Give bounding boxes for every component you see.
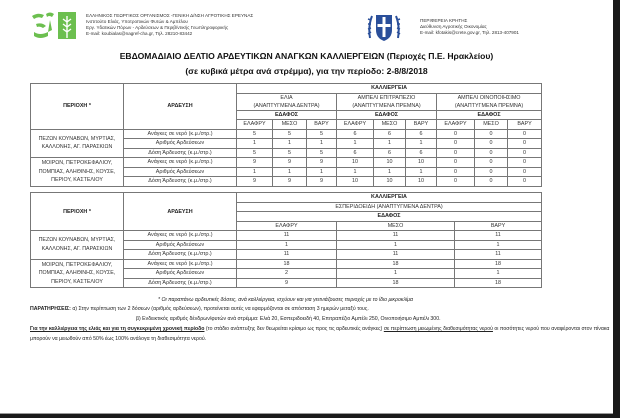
irrigation-label-cell: Αριθμός Αρδεύσεων (124, 269, 237, 279)
value-cell: 0 (475, 148, 508, 158)
irrigation-label-cell: Δόση Άρδευσης (κ.μ./στρ.) (124, 278, 237, 288)
value-cell: 5 (237, 129, 273, 139)
table-row (31, 231, 542, 241)
soil-heavy: ΒΑΡΥ (307, 120, 337, 130)
value-cell: 0 (475, 129, 508, 139)
value-cell: 6 (337, 148, 374, 158)
value-cell: 0 (437, 129, 475, 139)
value-cell: 0 (475, 177, 508, 187)
soil-medium: ΜΕΣΟ (273, 120, 307, 130)
value-cell: 18 (237, 259, 337, 269)
value-cell: 5 (307, 148, 337, 158)
soil-light: ΕΛΑΦΡΥ (237, 221, 337, 231)
value-cell: 1 (337, 139, 374, 149)
value-cell: 9 (307, 177, 337, 187)
soil-medium: ΜΕΣΟ (337, 221, 455, 231)
value-cell: 10 (337, 158, 374, 168)
value-cell: 1 (374, 167, 406, 177)
org-line-4: E-mail: koubialas@nagref-cha.gr, Τηλ. 28210-83442 (86, 31, 193, 36)
value-cell: 0 (475, 167, 508, 177)
region-line-1: ΠΕΡΙΦΕΡΕΙΑ ΚΡΗΤΗΣ (420, 18, 468, 23)
region-cell: ΜΟΙΡΩΝ, ΠΕΤΡΟΚΕΦΑΛΙΟΥ, ΠΟΜΠΙΑΣ, ΑΛΗΘΙΝΗΣ, ΚΟΥΣΕ, ΠΕΡΙΟΥ, ΚΑΣΤΕΛΙΟΥ (31, 259, 124, 288)
crops-header: ΚΑΛΛΙΕΡΓΕΙΑ (237, 193, 542, 203)
value-cell: 1 (455, 269, 542, 279)
region-line-3: E-mail: kfotakis@crete.gov.gr, Τηλ. 2813-407901 (420, 30, 519, 35)
header-right (366, 10, 519, 44)
org-line-1: ΕΛΛΗΝΙΚΟΣ ΓΕΩΡΓΙΚΟΣ ΟΡΓΑΝΙΣΜΟΣ -ΓΕΝΙΚΗ Δ/ΝΣΗ ΑΓΡΟΤΙΚΗΣ ΕΡΕΥΝΑΣ (86, 13, 254, 18)
value-cell: 6 (374, 148, 406, 158)
crops-header: ΚΑΛΛΙΕΡΓΕΙΑ (237, 84, 542, 94)
value-cell: 10 (374, 177, 406, 187)
value-cell: 18 (455, 259, 542, 269)
irrigation-label-cell: Ανάγκες σε νερό (κ.μ./στρ.) (124, 158, 237, 168)
crop-table-grape-header: ΑΜΠΕΛΙ ΕΠΙΤΡΑΠΕΖΙΟ (ΑΝΑΠΤΥΓΜΕΝΑ ΠΡΕΜΝΑ) (337, 93, 437, 110)
table-row (31, 259, 542, 269)
org-line-3: Εργ. Υδατικών Πόρων - Αρδεύσεων & Περιβ/ντικής Γεωπληροφορικής (86, 25, 229, 30)
value-cell: 11 (455, 231, 542, 241)
region-cell: ΜΟΙΡΩΝ, ΠΕΤΡΟΚΕΦΑΛΙΟΥ, ΠΟΜΠΙΑΣ, ΑΛΗΘΙΝΗΣ, ΚΟΥΣΕ, ΠΕΡΙΟΥ, ΚΑΣΤΕΛΙΟΥ (31, 158, 124, 187)
value-cell: 0 (508, 167, 542, 177)
greek-emblem-icon (366, 10, 402, 44)
irrigation-label-cell: Ανάγκες σε νερό (κ.μ./στρ.) (124, 259, 237, 269)
value-cell: 0 (437, 139, 475, 149)
value-cell: 9 (237, 177, 273, 187)
document-title: ΕΒΔΟΜΑΔΙΑΙΟ ΔΕΛΤΙΟ ΑΡΔΕΥΤΙΚΩΝ ΑΝΑΓΚΩΝ ΚΑΛΛΙΕΡΓΕΙΩΝ (Περιοχές Π.Ε. Ηρακλείου) (119, 51, 494, 61)
irrigation-label-cell: Αριθμός Αρδεύσεων (124, 139, 237, 149)
soil-header: ΕΔΑΦΟΣ (237, 110, 337, 120)
value-cell: 11 (337, 250, 455, 260)
value-cell: 1 (307, 139, 337, 149)
region-cell: ΠΕΖΩΝ ΚΟΥΝΑΒΩΝ, ΜΥΡΤΙΑΣ, ΚΑΛΛΟΝΗΣ, ΑΓ. ΠΑΡΑΣΚΙΩΝ (31, 231, 124, 260)
olive-remark: Για την καλλιέργεια της ελιάς και για τη συγκεκριμένη χρονική περίοδο (το στάδιο ανάπτυξης δεν θεωρείται κρίσιμο ως προς τις αρδευτικές ανάγκες) σε περίπτωση μειωμένης διαθεσιμότητας νερού οι ποσότητες νερού που αναφέρονται στον πίνακα μπορούν να μειωθούν από 50% έως 100% ανάλογα τη διαθεσιμότητα νερού. (30, 326, 610, 342)
soil-header: ΕΔΑΦΟΣ (237, 212, 542, 222)
org-line-2: Ινστιτούτο Ελιάς, Υποτροπικών Φυτών & Αμπέλου (86, 19, 188, 24)
irrigation-label-cell: Ανάγκες σε νερό (κ.μ./στρ.) (124, 129, 237, 139)
irrigation-label-cell: Αριθμός Αρδεύσεων (124, 167, 237, 177)
crop-wine-grape-header: ΑΜΠΕΛΙ ΟΙΝΟΠΟΙΗΣΙΜΟ (ΑΝΑΠΤΥΓΜΕΝΑ ΠΡΕΜΝΑ) (437, 93, 542, 110)
value-cell: 6 (406, 129, 437, 139)
value-cell: 11 (237, 250, 337, 260)
soil-header: ΕΔΑΦΟΣ (437, 110, 542, 120)
header-left (30, 10, 253, 40)
value-cell: 9 (307, 158, 337, 168)
crop-citrus-header: ΕΣΠΕΡΙΔΟΕΙΔΗ (ΑΝΑΠΤΥΓΜΕΝΑ ΔΕΝΤΡΑ) (237, 202, 542, 212)
document-subtitle: (σε κυβικά μέτρα ανά στρέμμα), για την περίοδο: 2-8/8/2018 (185, 66, 428, 76)
irrigation-label-cell: Ανάγκες σε νερό (κ.μ./στρ.) (124, 231, 237, 241)
window-edge-bottom (0, 414, 620, 418)
irrigation-header: ΑΡΔΕΥΣΗ (124, 84, 237, 130)
value-cell: 0 (437, 177, 475, 187)
value-cell: 0 (508, 177, 542, 187)
soil-medium: ΜΕΣΟ (475, 120, 508, 130)
value-cell: 18 (455, 278, 542, 288)
region-cell: ΠΕΖΩΝ ΚΟΥΝΑΒΩΝ, ΜΥΡΤΙΑΣ, ΚΑΛΛΟΝΗΣ, ΑΓ. ΠΑΡΑΣΚΙΩΝ (31, 129, 124, 158)
value-cell: 6 (337, 129, 374, 139)
soil-heavy: ΒΑΡΥ (455, 221, 542, 231)
soil-heavy: ΒΑΡΥ (508, 120, 542, 130)
soil-heavy: ΒΑΡΥ (406, 120, 437, 130)
irrigation-label-cell: Δόση Άρδευσης (κ.μ./στρ.) (124, 148, 237, 158)
value-cell: 5 (273, 129, 307, 139)
value-cell: 1 (406, 139, 437, 149)
value-cell: 11 (455, 250, 542, 260)
table-row (31, 129, 542, 139)
irrigation-label-cell: Δόση Άρδευσης (κ.μ./στρ.) (124, 250, 237, 260)
soil-light: ΕΛΑΦΡΥ (237, 120, 273, 130)
value-cell: 9 (237, 158, 273, 168)
value-cell: 5 (307, 129, 337, 139)
soil-light: ΕΛΑΦΡΥ (437, 120, 475, 130)
table-row (31, 158, 542, 168)
value-cell: 10 (337, 177, 374, 187)
value-cell: 0 (508, 139, 542, 149)
value-cell: 9 (237, 278, 337, 288)
value-cell: 2 (237, 269, 337, 279)
value-cell: 0 (508, 158, 542, 168)
value-cell: 0 (437, 167, 475, 177)
value-cell: 1 (307, 167, 337, 177)
value-cell: 0 (437, 158, 475, 168)
value-cell: 18 (337, 278, 455, 288)
crop-olive-header: ΕΛΙΑ (ΑΝΑΠΤΥΓΜΕΝΑ ΔΕΝΤΡΑ) (237, 93, 337, 110)
soil-light: ΕΛΑΦΡΥ (337, 120, 374, 130)
irrigation-table-citrus (30, 192, 542, 288)
elgo-logo-icon (30, 10, 80, 40)
value-cell: 5 (237, 148, 273, 158)
notes-section (30, 295, 610, 344)
value-cell: 1 (337, 167, 374, 177)
window-edge-right (613, 0, 620, 418)
value-cell: 18 (337, 259, 455, 269)
value-cell: 1 (237, 240, 337, 250)
value-cell: 1 (337, 269, 455, 279)
soil-medium: ΜΕΣΟ (374, 120, 406, 130)
value-cell: 11 (337, 231, 455, 241)
soil-header: ΕΔΑΦΟΣ (337, 110, 437, 120)
value-cell: 0 (475, 158, 508, 168)
value-cell: 11 (237, 231, 337, 241)
irrigation-table-olive-grapes (30, 83, 542, 187)
region-line-2: Διεύθυνση Αγροτικής Οικονομίας (420, 24, 487, 29)
value-cell: 0 (475, 139, 508, 149)
region-header: ΠΕΡΙΟΧΗ * (31, 84, 124, 130)
value-cell: 1 (273, 139, 307, 149)
value-cell: 10 (406, 158, 437, 168)
remarks-label: ΠΑΡΑΤΗΡΗΣΕΙΣ: (30, 306, 71, 312)
irrigation-label-cell: Δόση Άρδευσης (κ.μ./στρ.) (124, 177, 237, 187)
value-cell: 1 (374, 139, 406, 149)
remark-a: α) Στην περίπτωση των 2 δόσεων (αριθμός αρδεύσεων), προτείνεται αυτές να εφαρμόζονται σε απόσταση 3 ημερών μεταξύ τους. (72, 306, 369, 312)
value-cell: 0 (508, 148, 542, 158)
value-cell: 6 (374, 129, 406, 139)
value-cell: 10 (406, 177, 437, 187)
irrigation-header: ΑΡΔΕΥΣΗ (124, 193, 237, 231)
value-cell: 1 (273, 167, 307, 177)
value-cell: 9 (273, 177, 307, 187)
value-cell: 1 (237, 139, 273, 149)
value-cell: 6 (406, 148, 437, 158)
value-cell: 1 (406, 167, 437, 177)
value-cell: 0 (437, 148, 475, 158)
value-cell: 1 (237, 167, 273, 177)
irrigation-label-cell: Αριθμός Αρδεύσεων (124, 240, 237, 250)
value-cell: 5 (273, 148, 307, 158)
value-cell: 9 (273, 158, 307, 168)
value-cell: 10 (374, 158, 406, 168)
footnote: * Οι παραπάνω αρδευτικές δόσεις, ανά καλλιέργεια, ισχύουν και για γειτνιάζουσες περιοχές με το ίδιο μικροκλίμα (158, 297, 413, 303)
value-cell: 0 (508, 129, 542, 139)
region-header: ΠΕΡΙΟΧΗ * (31, 193, 124, 231)
remark-b: β) Ενδεικτικός αριθμός δένδρων/φυτών ανά στρέμμα: Ελιά 20, Εσπεριδοειδή 40, Επιτραπέζιο Αμπέλι 250, Οινοποιήσιμο Αμπέλι 300. (136, 316, 441, 322)
value-cell: 1 (337, 240, 455, 250)
value-cell: 1 (455, 240, 542, 250)
